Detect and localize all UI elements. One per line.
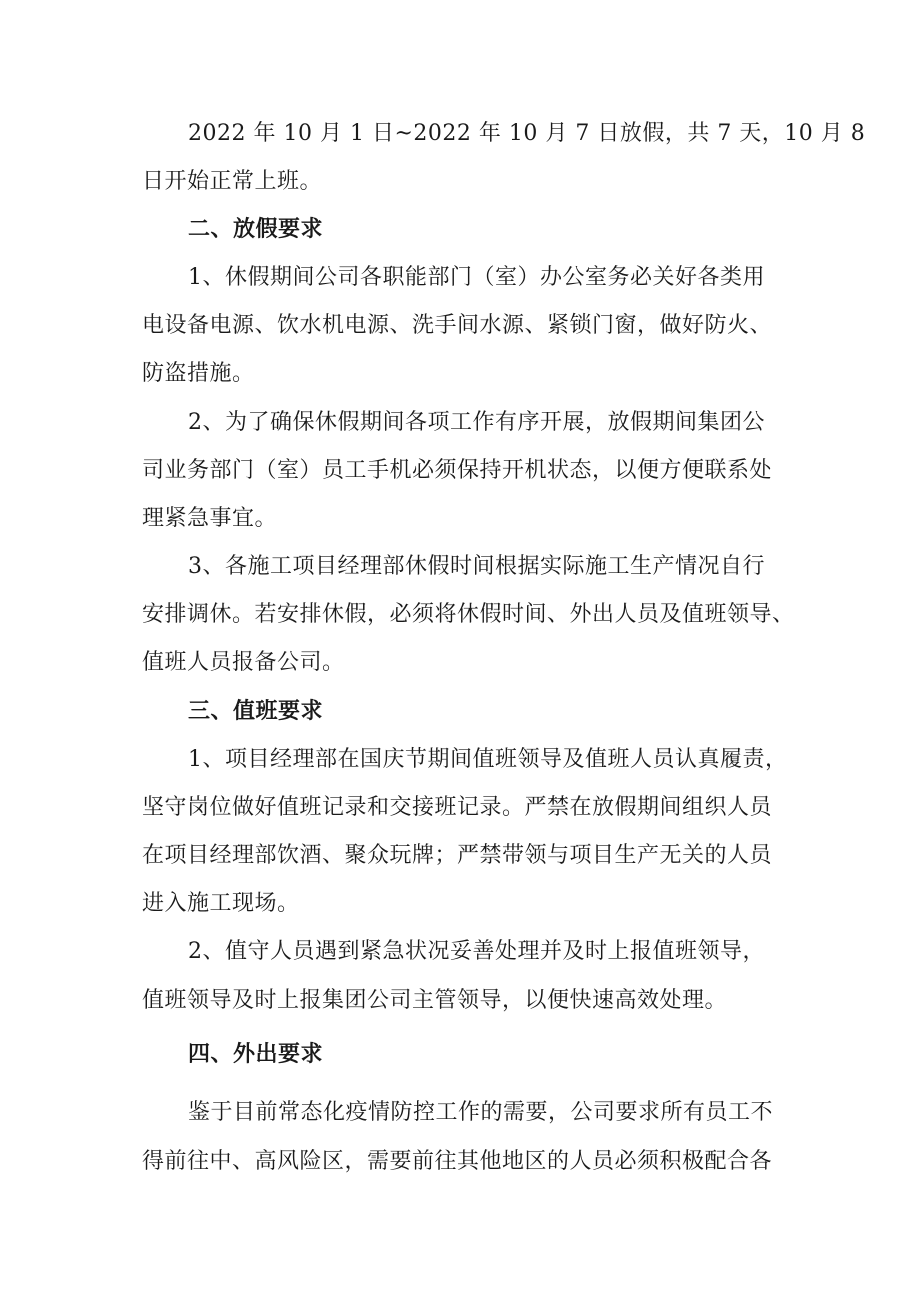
- paragraph-line: 得前往中、高风险区，需要前往其他地区的人员必须积极配合各: [142, 1149, 773, 1174]
- paragraph-line: 值班人员报备公司。: [142, 650, 345, 675]
- paragraph-line: 3、各施工项目经理部休假时间根据实际施工生产情况自行: [188, 554, 765, 579]
- paragraph-line: 进入施工现场。: [142, 891, 300, 916]
- paragraph-line: 1、休假期间公司各职能部门（室）办公室务必关好各类用: [188, 265, 765, 290]
- section-heading: 四、外出要求: [188, 1042, 324, 1067]
- paragraph-line: 安排调休。若安排休假，必须将休假时间、外出人员及值班领导、: [142, 602, 795, 627]
- paragraph-line: 2022 年 10 月 1 日~2022 年 10 月 7 日放假，共 7 天，10 月 8: [188, 121, 866, 146]
- paragraph-line: 2、为了确保休假期间各项工作有序开展，放假期间集团公: [188, 410, 765, 435]
- paragraph-line: 鉴于目前常态化疫情防控工作的需要，公司要求所有员工不: [188, 1100, 774, 1125]
- section-heading: 三、值班要求: [188, 699, 324, 724]
- paragraph-line: 防盗措施。: [142, 361, 255, 386]
- paragraph-line: 电设备电源、饮水机电源、洗手间水源、紧锁门窗，做好防火、: [142, 313, 773, 338]
- section-heading: 二、放假要求: [188, 217, 324, 242]
- paragraph-line: 值班领导及时上报集团公司主管领导，以便快速高效处理。: [142, 988, 728, 1013]
- paragraph-line: 理紧急事宜。: [142, 506, 278, 531]
- paragraph-line: 坚守岗位做好值班记录和交接班记录。严禁在放假期间组织人员: [142, 795, 773, 820]
- paragraph-line: 1、项目经理部在国庆节期间值班领导及值班人员认真履责，: [188, 747, 788, 772]
- paragraph-line: 在项目经理部饮酒、聚众玩牌；严禁带领与项目生产无关的人员: [142, 843, 773, 868]
- paragraph-line: 2、值守人员遇到紧急状况妥善处理并及时上报值班领导，: [188, 939, 765, 964]
- paragraph-line: 日开始正常上班。: [142, 169, 323, 194]
- paragraph-line: 司业务部门（室）员工手机必须保持开机状态，以便方便联系处: [142, 458, 773, 483]
